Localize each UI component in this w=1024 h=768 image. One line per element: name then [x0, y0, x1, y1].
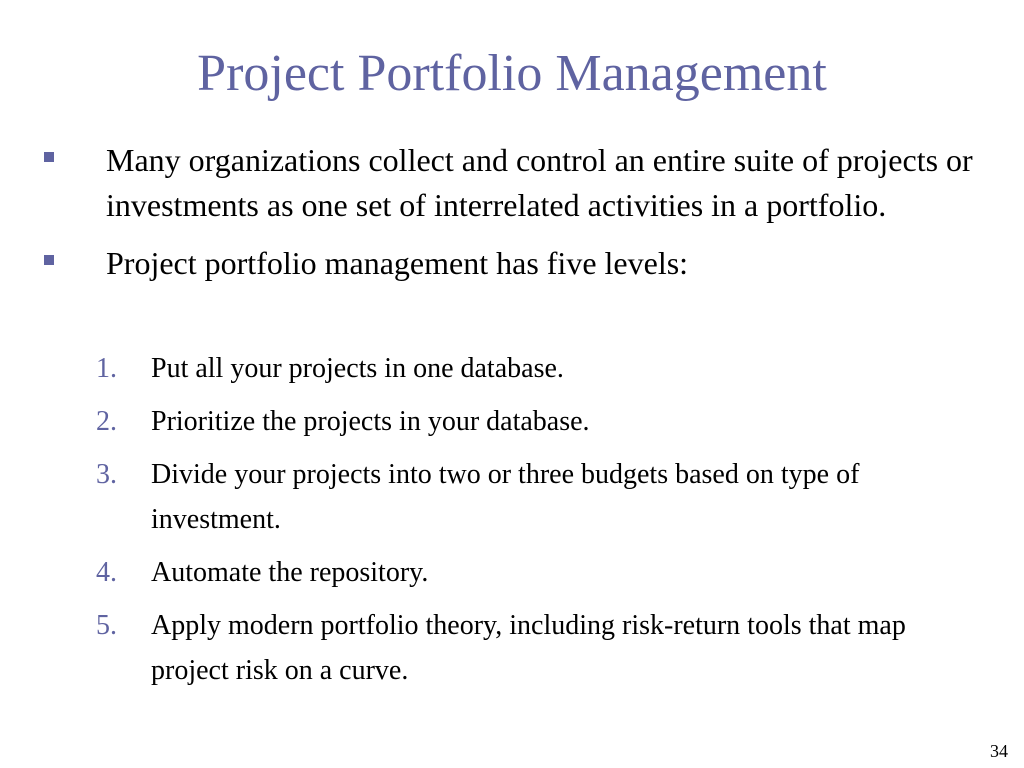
bullet-item [0, 138, 1024, 228]
level-number: 1. [96, 353, 117, 384]
level-text: Put all your projects in one database. [151, 353, 564, 384]
level-text: Divide your projects into two or three budgets based on type of investment. [151, 459, 860, 535]
level-item [0, 452, 1024, 542]
level-number: 2. [96, 406, 117, 437]
level-item [0, 346, 1024, 391]
level-item [0, 603, 1024, 693]
slide-number: 34 [990, 741, 1008, 761]
level-number: 5. [96, 610, 117, 641]
level-text: Automate the repository. [151, 557, 429, 588]
level-number: 4. [96, 557, 117, 588]
bullet-item [0, 241, 1024, 286]
bullet-text: Many organizations collect and control an entire suite of projects or investments as one set of interrelated activities in a portfolio. [106, 142, 973, 223]
level-item [0, 550, 1024, 595]
slide-title: Project Portfolio Management [197, 45, 827, 102]
square-bullet-icon [44, 152, 54, 162]
level-text: Apply modern portfolio theory, including risk-return tools that map project risk on a curve. [151, 610, 906, 686]
level-number: 3. [96, 459, 117, 490]
bullet-list [0, 138, 1024, 299]
levels-list [0, 346, 1024, 701]
bullet-text: Project portfolio management has five levels: [106, 245, 689, 281]
level-text: Prioritize the projects in your database. [151, 406, 590, 437]
square-bullet-icon [44, 255, 54, 265]
level-item [0, 399, 1024, 444]
